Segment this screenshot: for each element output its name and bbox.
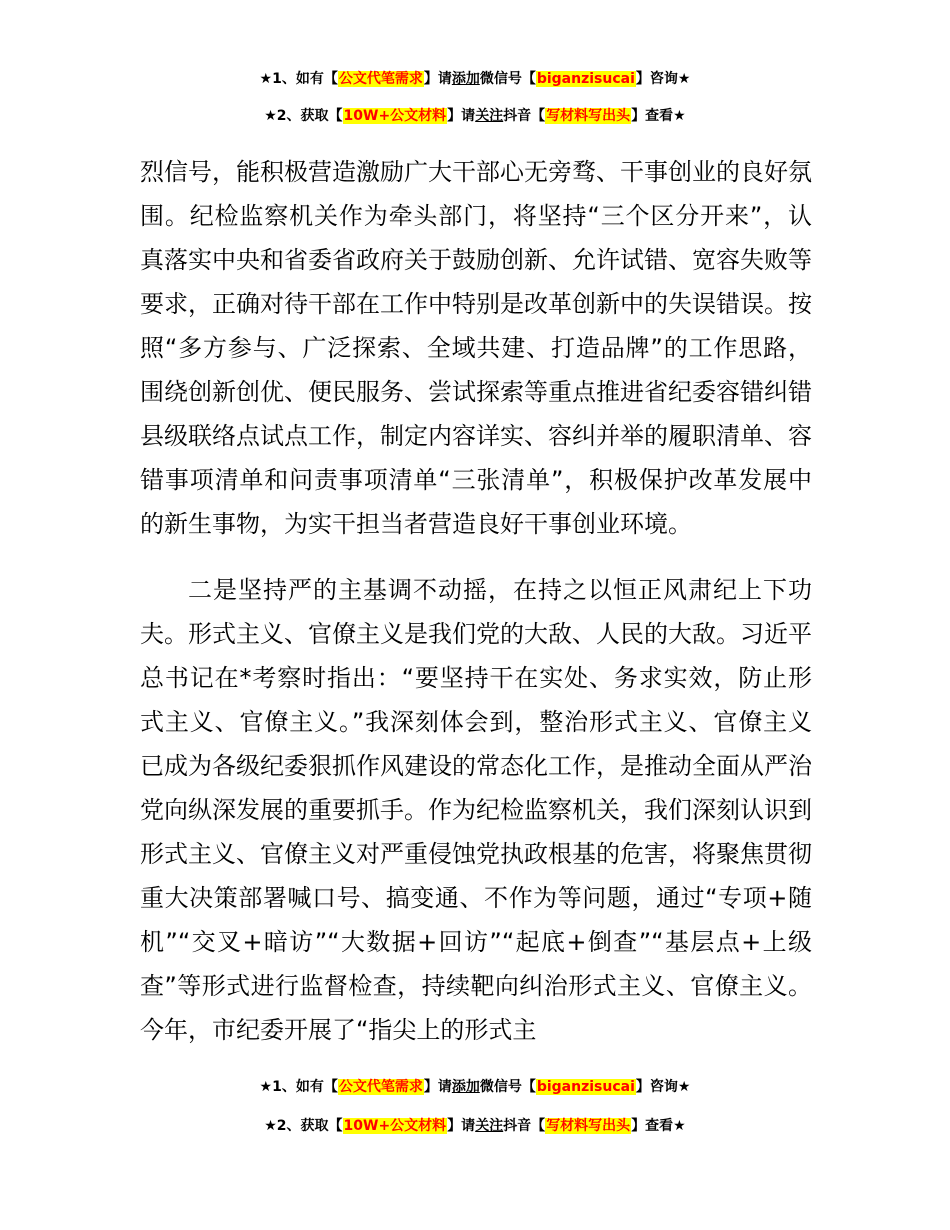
top-banner-line-1 xyxy=(0,68,950,90)
highlight-service: 公文代笔需求 xyxy=(338,1079,423,1095)
highlight-materials: 10W+公文材料 xyxy=(343,108,447,124)
banner-text: 】请 xyxy=(447,1118,476,1134)
underlined-text: 添加 xyxy=(451,1079,480,1095)
underlined-text: 添加 xyxy=(451,71,480,87)
paragraph-2: 二是坚持严的主基调不动摇，在持之以恒正风肃纪上下功夫。形式主义、官僚主义是我们党的大敌、人民的大敌。习近平总书记在*考察时指出：“要坚持干在实处、务求实效，防止形式主义、官僚主义。”我深刻体会到，整治形式主义、官僚主义已成为各级纪委狠抓作风建设的常态化工作，是推动全面从严治党向纵深发展的重要抓手。作为纪检监察机关，我们深刻认识到形式主义、官僚主义对严重侵蚀党执政根基的危害，将聚焦贯彻重大决策部署喊口号、搞变通、不作为等问题，通过“专项+随机”“交叉+暗访”“大数据+回访”“起底+倒查”“基层点+上级查”等形式进行监督检查，持续靶向纠治形式主义、官僚主义。今年，市纪委开展了“指尖上的形式主 xyxy=(140,576,812,1044)
banner-text: 】请 xyxy=(423,71,452,87)
banner-text: 】咨询★ xyxy=(635,71,691,87)
top-banner-line-2 xyxy=(0,105,950,127)
banner-text: ★1、如有【 xyxy=(259,1079,338,1095)
banner-text: ★1、如有【 xyxy=(259,71,338,87)
highlight-douyin-id: 写材料写出头 xyxy=(546,1118,631,1134)
bottom-banner-line-2 xyxy=(0,1115,950,1137)
banner-text: ★2、获取【 xyxy=(264,108,343,124)
banner-text: 微信号【 xyxy=(479,1079,536,1095)
highlight-wechat-id: biganzisucai xyxy=(536,71,635,87)
banner-text: 抖音【 xyxy=(503,1118,546,1134)
highlight-wechat-id: biganzisucai xyxy=(536,1079,635,1095)
banner-text: 微信号【 xyxy=(479,71,536,87)
banner-text: 】咨询★ xyxy=(635,1079,691,1095)
highlight-service: 公文代笔需求 xyxy=(338,71,423,87)
banner-text: 抖音【 xyxy=(503,108,546,124)
underlined-text: 关注 xyxy=(475,108,504,124)
paragraph-1: 烈信号，能积极营造激励广大干部心无旁骛、干事创业的良好氛围。纪检监察机关作为牵头部门，将坚持“三个区分开来”，认真落实中央和省委省政府关于鼓励创新、允许试错、宽容失败等要求，正确对待干部在工作中特别是改革创新中的失误错误。按照“多方参与、广泛探索、全域共建、打造品牌”的工作思路，围绕创新创优、便民服务、尝试探索等重点推进省纪委容错纠错县级联络点试点工作，制定内容详实、容纠并举的履职清单、容错事项清单和问责事项清单“三张清单”，积极保护改革发展中的新生事物，为实干担当者营造良好干事创业环境。 xyxy=(140,158,812,538)
banner-text: 】查看★ xyxy=(631,108,686,124)
highlight-materials: 10W+公文材料 xyxy=(343,1118,447,1134)
banner-text: 】请 xyxy=(423,1079,452,1095)
document-body xyxy=(140,150,812,1052)
banner-text: ★2、获取【 xyxy=(264,1118,343,1134)
banner-text: 】查看★ xyxy=(631,1118,686,1134)
underlined-text: 关注 xyxy=(475,1118,504,1134)
bottom-banner-line-1 xyxy=(0,1076,950,1098)
highlight-douyin-id: 写材料写出头 xyxy=(546,108,631,124)
banner-text: 】请 xyxy=(447,108,476,124)
